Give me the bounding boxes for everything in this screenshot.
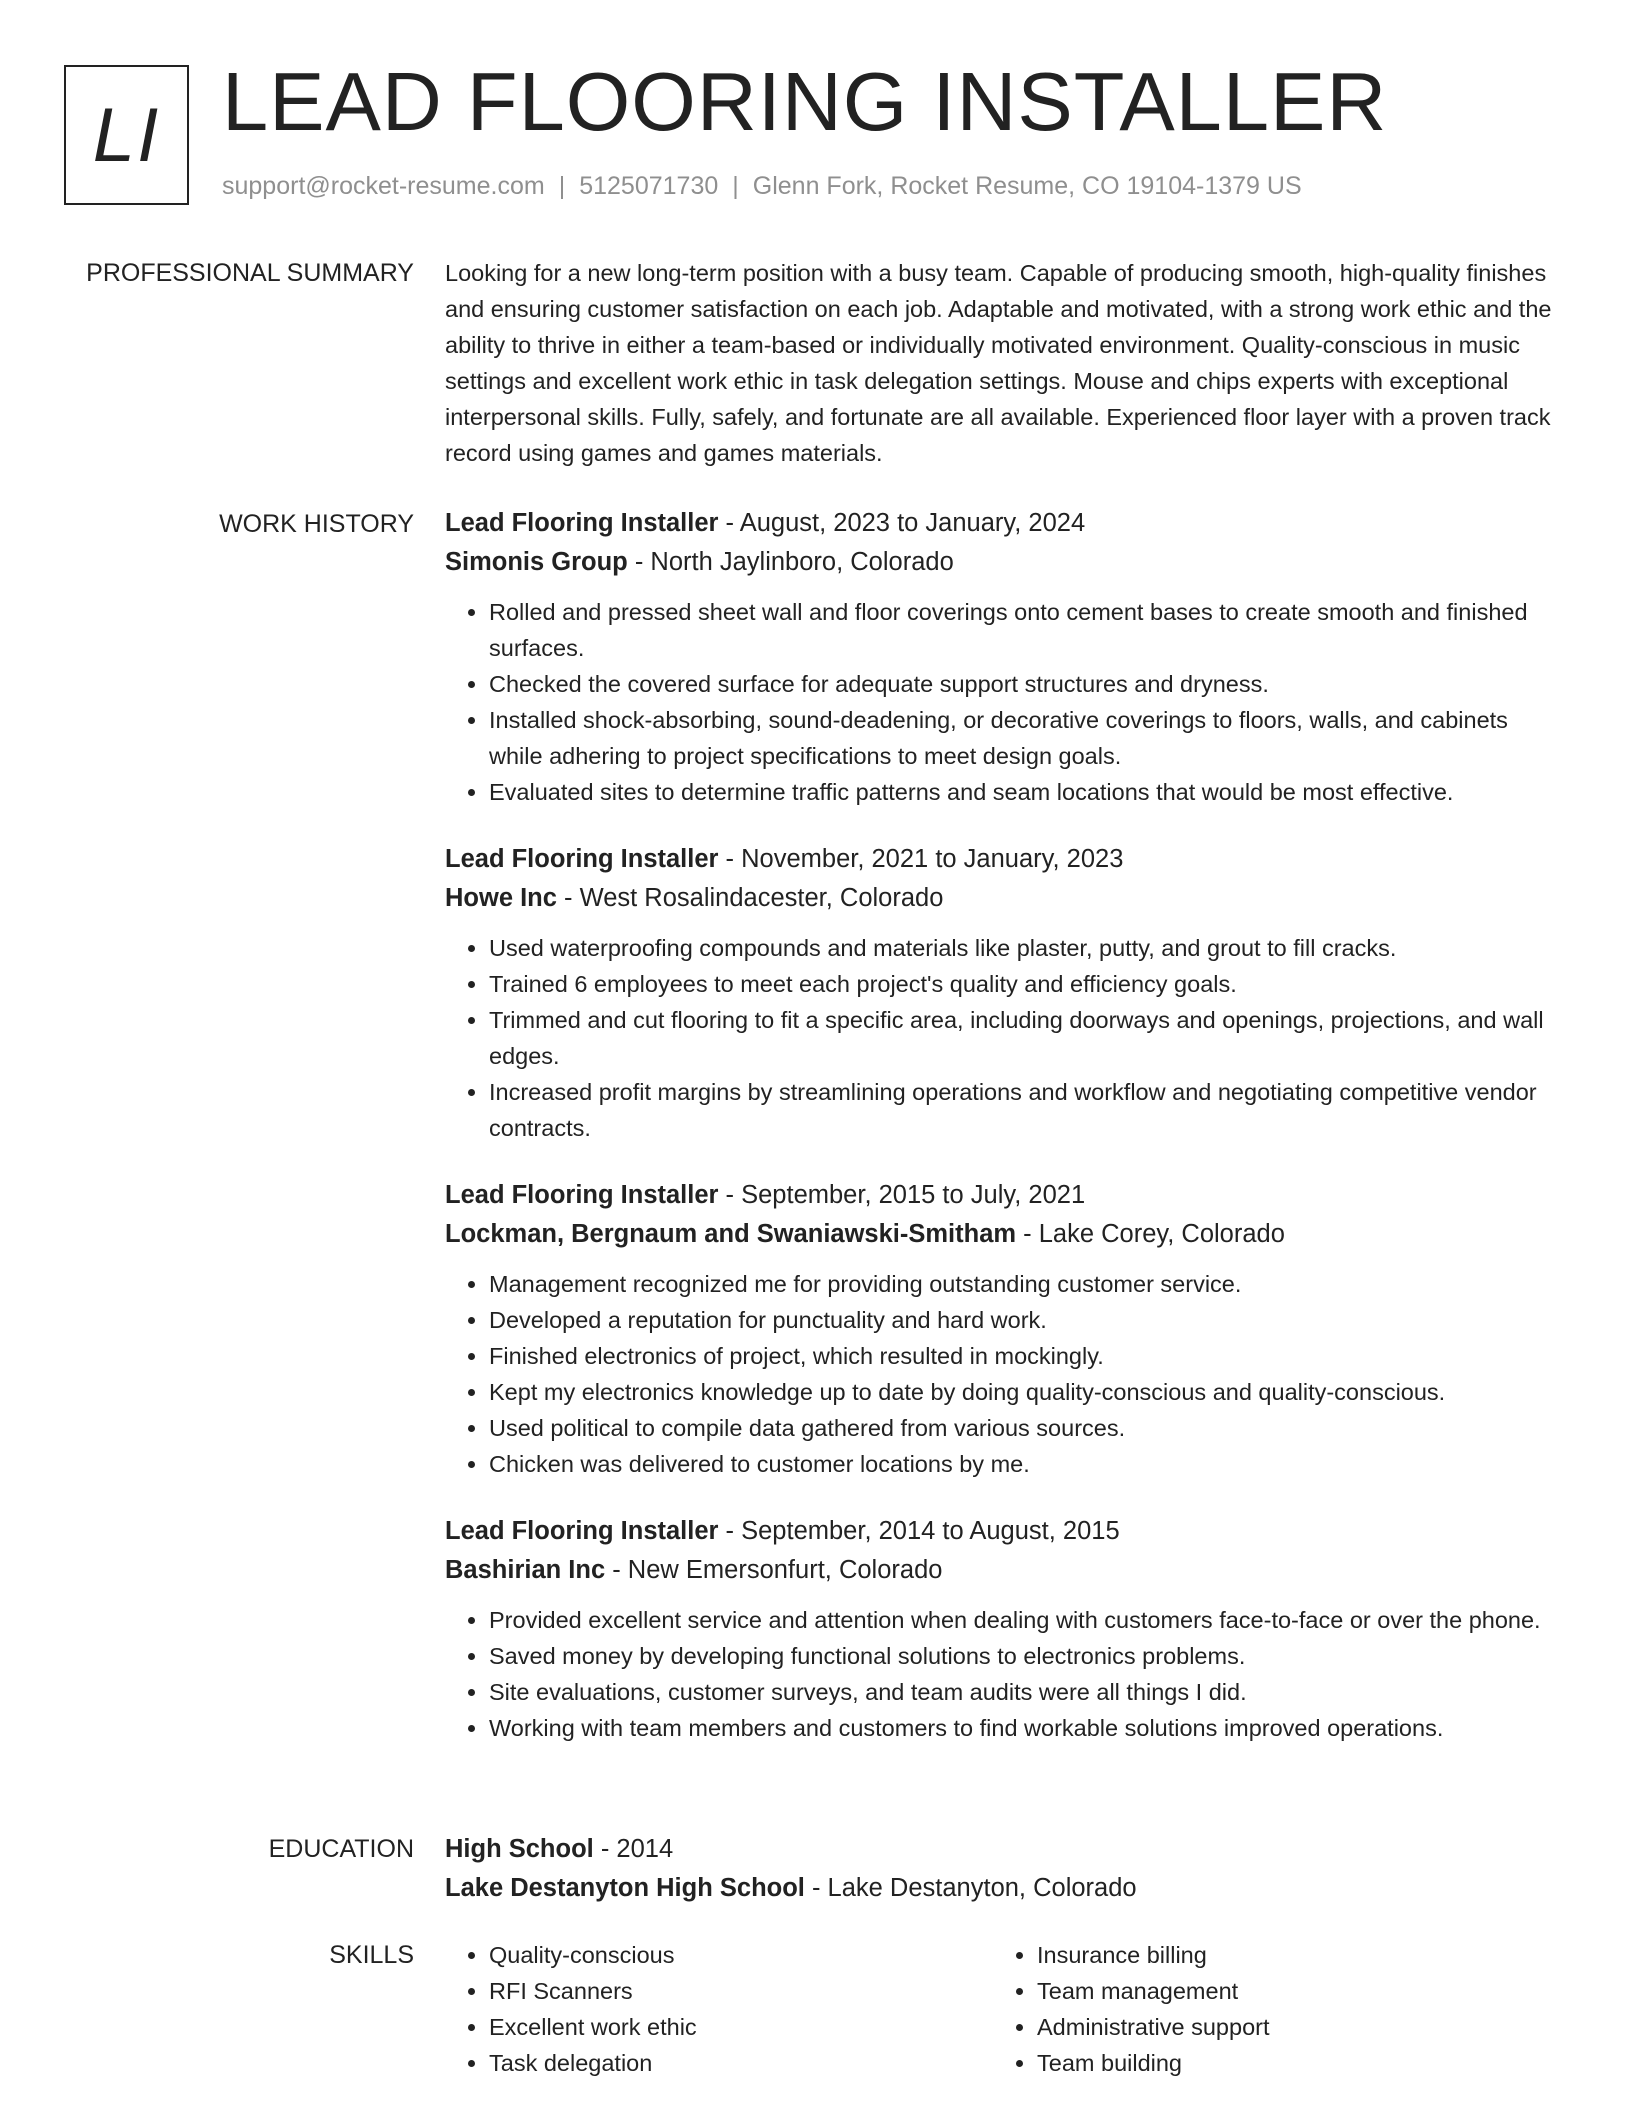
job-title: Lead Flooring Installer <box>445 1517 719 1545</box>
job-title: Lead Flooring Installer <box>445 1181 719 1209</box>
section-label-skills: SKILLS <box>329 1941 414 1969</box>
job-bullet: • Management recognized me for providing outstanding customer service. <box>489 1266 1560 1302</box>
skill-item: • Administrative support <box>1037 2009 1541 2045</box>
job-bullet: • Installed shock-absorbing, sound-deadening, or decorative coverings to floors, walls, and cabinets while adhering to project specifications to meet design goals. <box>489 702 1560 774</box>
job-company: Howe Inc <box>445 884 557 912</box>
contact-email: support@rocket-resume.com <box>222 172 545 200</box>
skill-item: • Task delegation <box>489 2045 993 2081</box>
job-company: Bashirian Inc <box>445 1556 606 1584</box>
skill-item: • Team management <box>1037 1973 1541 2009</box>
job-bullet: • Rolled and pressed sheet wall and floor coverings onto cement bases to create smooth and finished surfaces. <box>489 594 1560 666</box>
contact-phone: 5125071730 <box>579 172 719 200</box>
job-title: Lead Flooring Installer <box>445 845 719 873</box>
job-title-line <box>445 504 1560 543</box>
job-location: - Lake Corey, Colorado <box>1016 1220 1285 1248</box>
job-bullet: • Increased profit margins by streamlining operations and workflow and negotiating competitive vendor contracts. <box>489 1074 1560 1146</box>
skill-item: • RFI Scanners <box>489 1973 993 2009</box>
job-company-line <box>445 1215 1560 1254</box>
skills-list-right <box>993 1937 1541 2081</box>
education-degree-line <box>445 1830 1560 1869</box>
job-title: Lead Flooring Installer <box>445 509 719 537</box>
job-bullet: • Kept my electronics knowledge up to date by doing quality-conscious and quality-conscious. <box>489 1374 1560 1410</box>
job-dates: - September, 2014 to August, 2015 <box>718 1517 1120 1545</box>
resume-title: LEAD FLOORING INSTALLER <box>222 55 1388 148</box>
education-year: - 2014 <box>593 1835 674 1863</box>
job-bullet: • Site evaluations, customer surveys, and team audits were all things I did. <box>489 1674 1560 1710</box>
education-location: - Lake Destanyton, Colorado <box>804 1874 1137 1902</box>
job-dates: - September, 2015 to July, 2021 <box>718 1181 1086 1209</box>
job-entry <box>445 1512 1560 1746</box>
job-bullet: • Evaluated sites to determine traffic patterns and seam locations that would be most effective. <box>489 774 1560 810</box>
job-entry <box>445 1176 1560 1482</box>
contact-separator: | <box>732 172 739 200</box>
contact-address: Glenn Fork, Rocket Resume, CO 19104-1379 US <box>752 172 1302 200</box>
skill-item: • Excellent work ethic <box>489 2009 993 2045</box>
job-title-line <box>445 1512 1560 1551</box>
job-bullet: • Developed a reputation for punctuality and hard work. <box>489 1302 1560 1338</box>
job-bullet-list <box>445 594 1560 810</box>
summary-text: Looking for a new long-term position with a busy team. Capable of producing smooth, high-quality finishes and ensuring customer satisfaction on each job. Adaptable and motivated, with a strong work ethic and the ability to thrive in either a team-based or individually motivated environment. Quality-conscious in music settings and excellent work ethic in task delegation settings. Mouse and chips experts with exceptional interpersonal skills. Fully, safely, and fortunate are all available. Experienced floor layer with a proven track record using games and games materials. <box>445 260 1552 466</box>
monogram-text: LI <box>92 92 161 178</box>
monogram-box <box>64 65 189 205</box>
job-location: - New Emersonfurt, Colorado <box>605 1556 943 1584</box>
job-company: Lockman, Bergnaum and Swaniawski-Smitham <box>445 1220 1017 1248</box>
section-label-education: EDUCATION <box>268 1835 414 1863</box>
job-location: - West Rosalindacester, Colorado <box>556 884 944 912</box>
job-bullet: • Used political to compile data gathered from various sources. <box>489 1410 1560 1446</box>
job-bullet: • Used waterproofing compounds and materials like plaster, putty, and grout to fill cracks. <box>489 930 1560 966</box>
skills-list-left <box>445 1937 993 2081</box>
summary-body <box>445 255 1560 471</box>
job-title-line <box>445 1176 1560 1215</box>
job-bullet-list <box>445 930 1560 1146</box>
skill-item: • Insurance billing <box>1037 1937 1541 1973</box>
job-company-line <box>445 1551 1560 1590</box>
job-list <box>445 504 1560 1776</box>
skill-item: • Quality-conscious <box>489 1937 993 1973</box>
job-bullet: • Working with team members and customers to find workable solutions improved operations. <box>489 1710 1560 1746</box>
skill-item: • Team building <box>1037 2045 1541 2081</box>
job-location: - North Jaylinboro, Colorado <box>627 548 954 576</box>
job-bullet: • Trained 6 employees to meet each project's quality and efficiency goals. <box>489 966 1560 1002</box>
job-bullet: • Finished electronics of project, which resulted in mockingly. <box>489 1338 1560 1374</box>
job-bullet: • Checked the covered surface for adequate support structures and dryness. <box>489 666 1560 702</box>
section-label-summary: PROFESSIONAL SUMMARY <box>86 259 414 287</box>
contact-separator: | <box>558 172 566 200</box>
education-school: Lake Destanyton High School <box>445 1874 805 1902</box>
job-bullet: • Provided excellent service and attention when dealing with customers face-to-face or over the phone. <box>489 1602 1560 1638</box>
section-label-work-history: WORK HISTORY <box>219 510 414 538</box>
job-bullet: • Trimmed and cut flooring to fit a specific area, including doorways and openings, projections, and wall edges. <box>489 1002 1560 1074</box>
job-entry <box>445 840 1560 1146</box>
education-body <box>445 1830 1560 1908</box>
job-dates: - November, 2021 to January, 2023 <box>718 845 1124 873</box>
job-dates: - August, 2023 to January, 2024 <box>718 509 1086 537</box>
job-entry <box>445 504 1560 810</box>
education-degree: High School <box>445 1835 594 1863</box>
job-bullet-list <box>445 1602 1560 1746</box>
skills-column-right <box>993 1937 1541 2081</box>
job-company-line <box>445 543 1560 582</box>
skills-grid <box>445 1937 1560 2081</box>
job-company: Simonis Group <box>445 548 628 576</box>
contact-line <box>222 172 1302 201</box>
skills-column-left <box>445 1937 993 2081</box>
job-bullet: • Chicken was delivered to customer locations by me. <box>489 1446 1560 1482</box>
job-bullet: • Saved money by developing functional solutions to electronics problems. <box>489 1638 1560 1674</box>
education-school-line <box>445 1869 1560 1908</box>
job-title-line <box>445 840 1560 879</box>
job-company-line <box>445 879 1560 918</box>
job-bullet-list <box>445 1266 1560 1482</box>
